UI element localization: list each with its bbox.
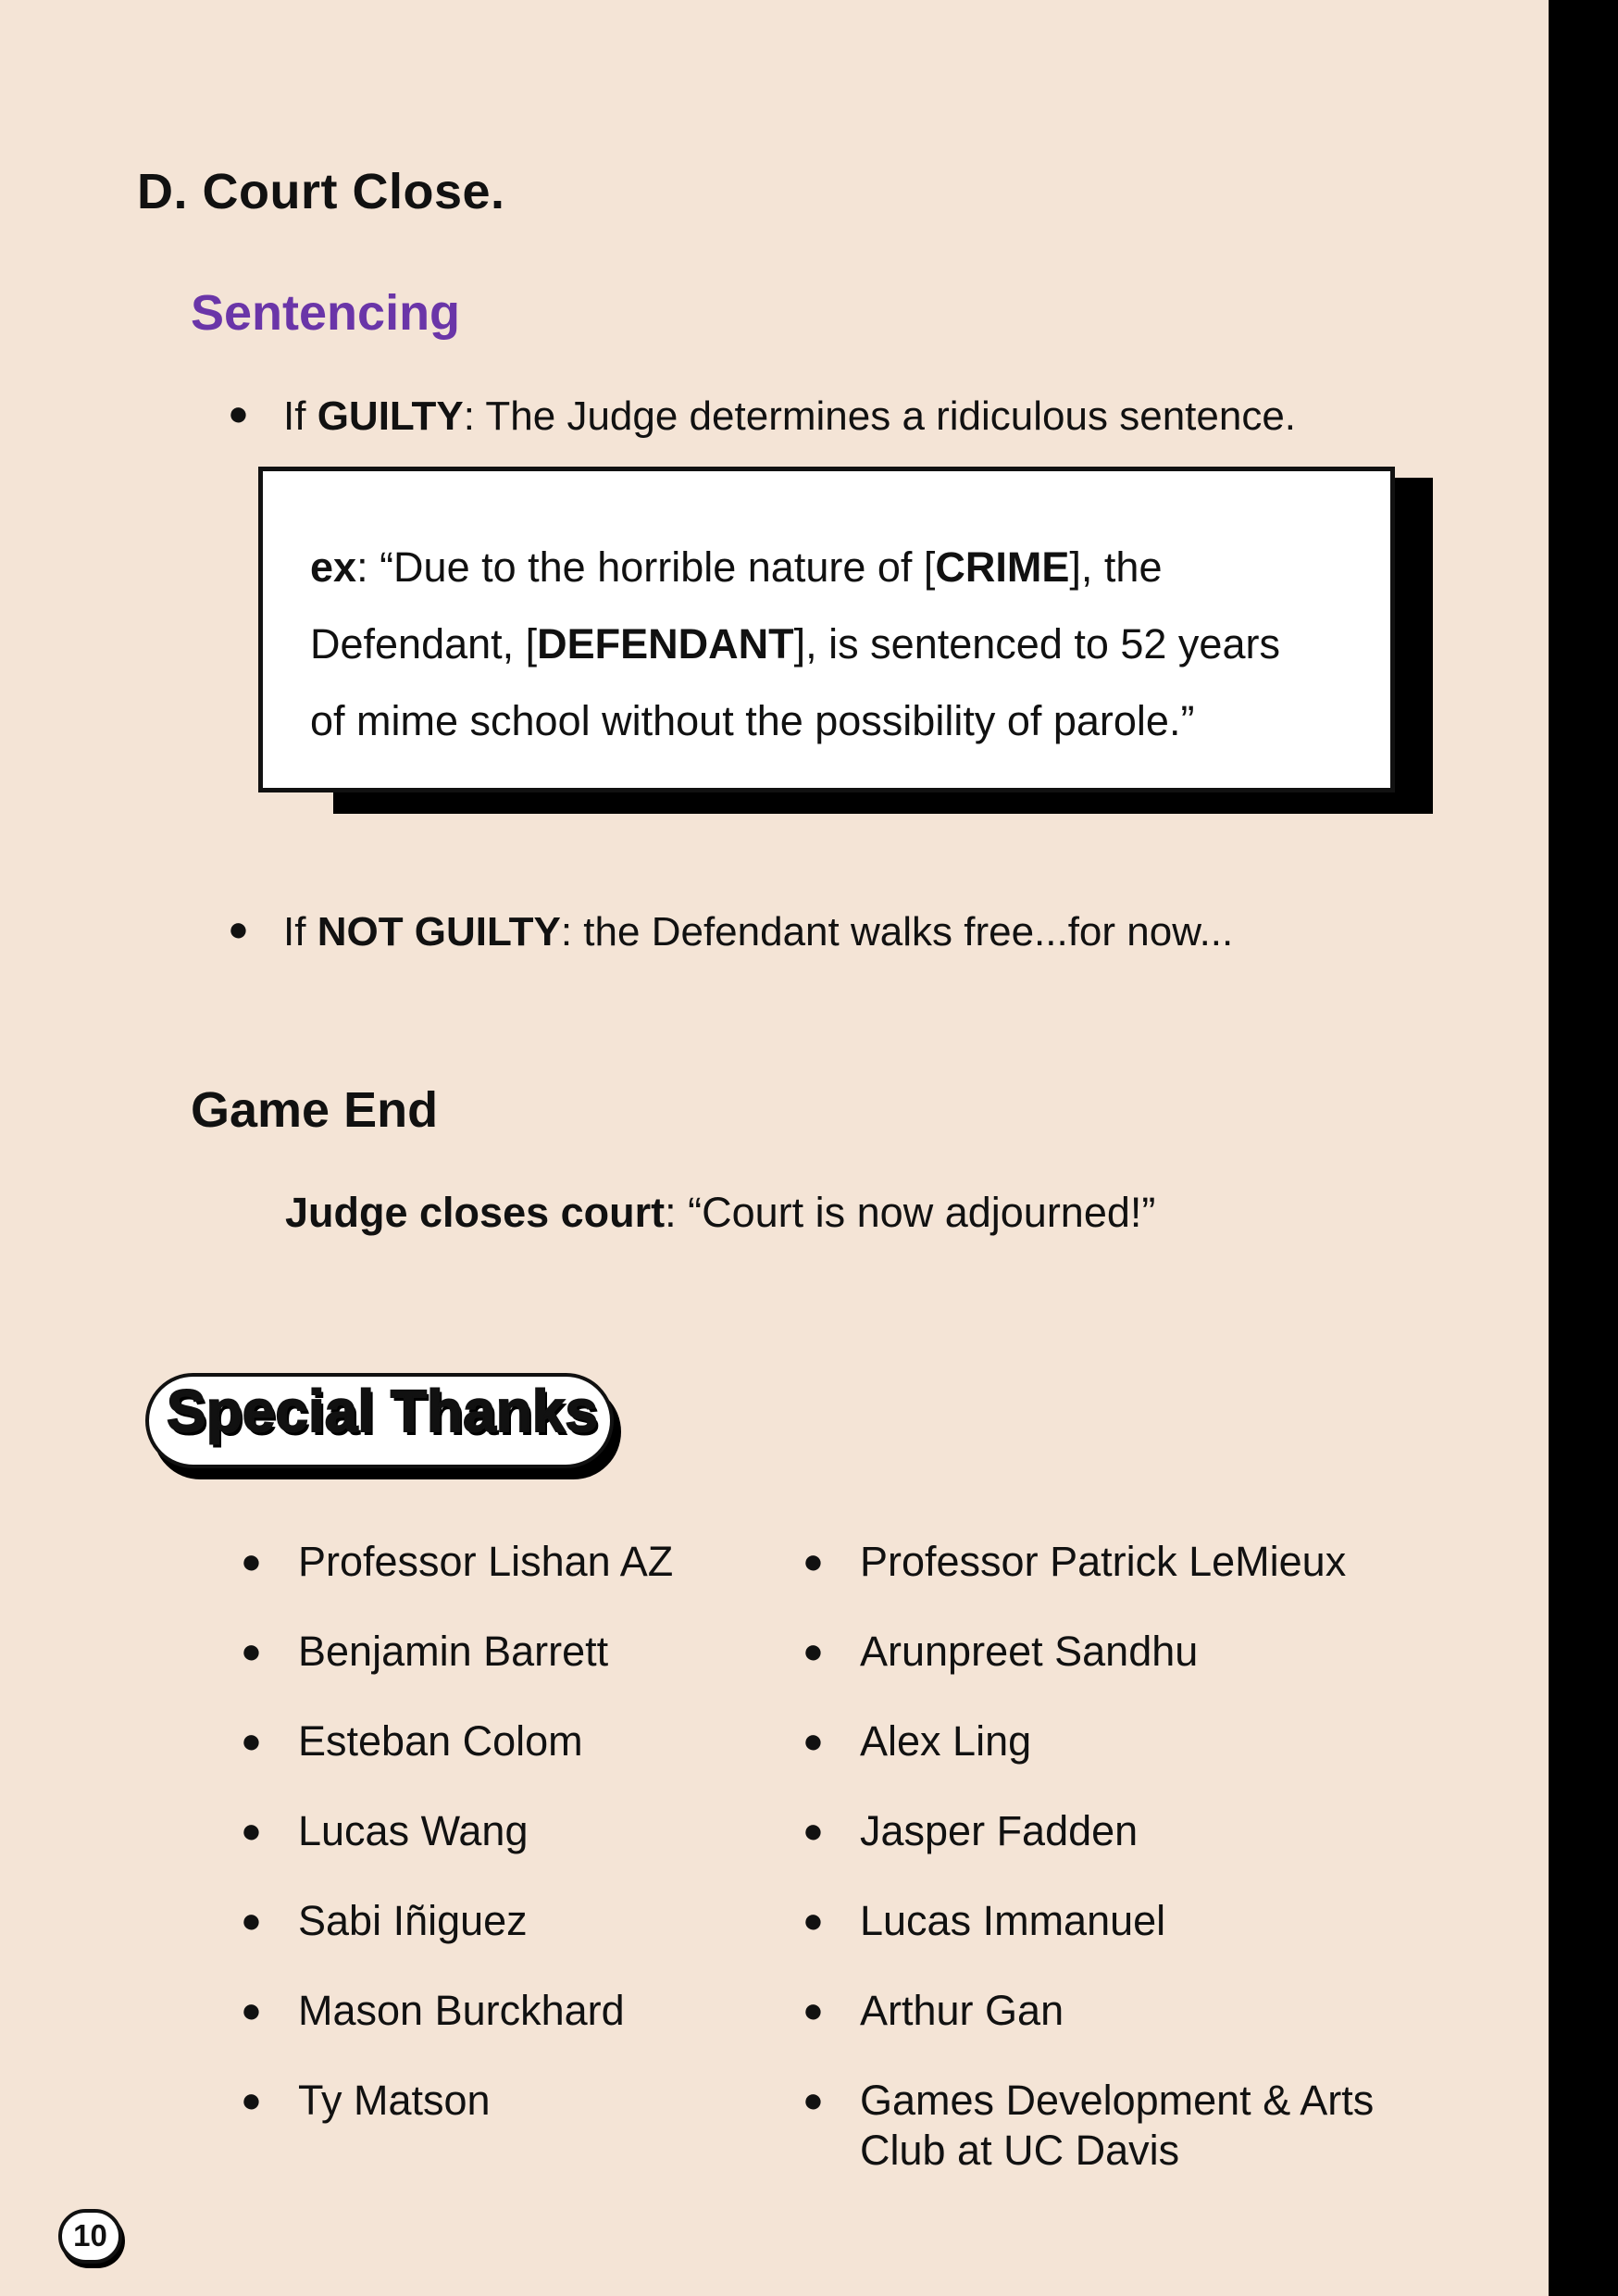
section-heading: D. Court Close. xyxy=(137,164,505,219)
list-item xyxy=(241,1986,768,2076)
bullet-icon: ● xyxy=(803,1902,824,1940)
bullet-icon: ● xyxy=(241,2081,262,2120)
not-guilty-prefix: If xyxy=(283,909,317,955)
example-line-2 xyxy=(310,605,1346,682)
defendant-placeholder: DEFENDANT xyxy=(537,620,794,668)
thanks-left-column xyxy=(241,1537,768,2165)
example-prefix: ex xyxy=(310,543,357,591)
thanks-name: Games Development & Arts Club at UC Davis xyxy=(860,2077,1375,2174)
bullet-icon: ● xyxy=(241,1542,262,1581)
bullet-icon: ● xyxy=(228,910,249,949)
thanks-name: Mason Burckhard xyxy=(298,1987,625,2034)
sentence-example-box xyxy=(258,467,1395,792)
list-item xyxy=(241,2076,768,2165)
game-end-heading: Game End xyxy=(191,1082,439,1138)
example-line-3: of mime school without the possibility of parole.” xyxy=(310,697,1195,744)
guilty-prefix: If xyxy=(283,393,317,439)
thanks-name: Ty Matson xyxy=(298,2077,491,2124)
judge-closes-court-line xyxy=(285,1187,1155,1239)
bullet-icon: ● xyxy=(803,1991,824,2030)
guilty-bullet xyxy=(228,391,1296,442)
thanks-name: Lucas Wang xyxy=(298,1807,529,1854)
thanks-name: Arunpreet Sandhu xyxy=(860,1628,1199,1675)
example-line-2-end: ], is sentenced to 52 years xyxy=(793,620,1280,668)
bullet-icon: ● xyxy=(803,1812,824,1851)
judge-closes-label: Judge closes court xyxy=(285,1189,666,1236)
thanks-name: Professor Lishan AZ xyxy=(298,1538,674,1585)
bullet-icon: ● xyxy=(803,2081,824,2120)
thanks-name: Esteban Colom xyxy=(298,1717,583,1765)
bullet-icon: ● xyxy=(241,1722,262,1761)
thanks-name: Lucas Immanuel xyxy=(860,1897,1166,1944)
example-line-2-start: Defendant, [ xyxy=(310,620,538,668)
bullet-icon: ● xyxy=(803,1632,824,1671)
list-item xyxy=(241,1896,768,1986)
thanks-name: Professor Patrick LeMieux xyxy=(860,1538,1347,1585)
example-line-1-end: ], the xyxy=(1069,543,1163,591)
list-item xyxy=(241,1627,768,1716)
thanks-name: Jasper Fadden xyxy=(860,1807,1139,1854)
bullet-icon: ● xyxy=(803,1542,824,1581)
thanks-name: Arthur Gan xyxy=(860,1987,1064,2034)
list-item xyxy=(241,1716,768,1806)
crime-placeholder: CRIME xyxy=(935,543,1070,591)
page-number-badge: 10 xyxy=(58,2209,122,2264)
list-item xyxy=(803,1986,1404,2076)
thanks-name: Benjamin Barrett xyxy=(298,1628,609,1675)
right-edge-bar xyxy=(1549,0,1618,2296)
thanks-name: Alex Ling xyxy=(860,1717,1032,1765)
list-item xyxy=(241,1537,768,1627)
guilty-text: : The Judge determines a ridiculous sentence. xyxy=(463,393,1297,439)
special-thanks-title: Special Thanks xyxy=(167,1378,598,1444)
judge-closes-text: : “Court is now adjourned!” xyxy=(665,1189,1156,1236)
list-item xyxy=(241,1806,768,1896)
bullet-icon: ● xyxy=(241,1991,262,2030)
thanks-right-column xyxy=(803,1537,1404,2205)
list-item xyxy=(803,2076,1404,2205)
bullet-icon: ● xyxy=(241,1632,262,1671)
list-item xyxy=(803,1716,1404,1806)
list-item xyxy=(803,1896,1404,1986)
example-line-1-start: : “Due to the horrible nature of [ xyxy=(356,543,936,591)
not-guilty-bullet xyxy=(228,906,1233,957)
example-line-1 xyxy=(310,529,1346,605)
bullet-icon: ● xyxy=(241,1902,262,1940)
bullet-icon: ● xyxy=(228,394,249,433)
not-guilty-text: : the Defendant walks free...for now... xyxy=(560,909,1234,955)
guilty-label: GUILTY xyxy=(317,393,464,439)
not-guilty-label: NOT GUILTY xyxy=(317,909,561,955)
bullet-icon: ● xyxy=(803,1722,824,1761)
list-item xyxy=(803,1806,1404,1896)
sentencing-heading: Sentencing xyxy=(191,285,461,341)
thanks-name: Sabi Iñiguez xyxy=(298,1897,528,1944)
bullet-icon: ● xyxy=(241,1812,262,1851)
list-item xyxy=(803,1537,1404,1627)
list-item xyxy=(803,1627,1404,1716)
